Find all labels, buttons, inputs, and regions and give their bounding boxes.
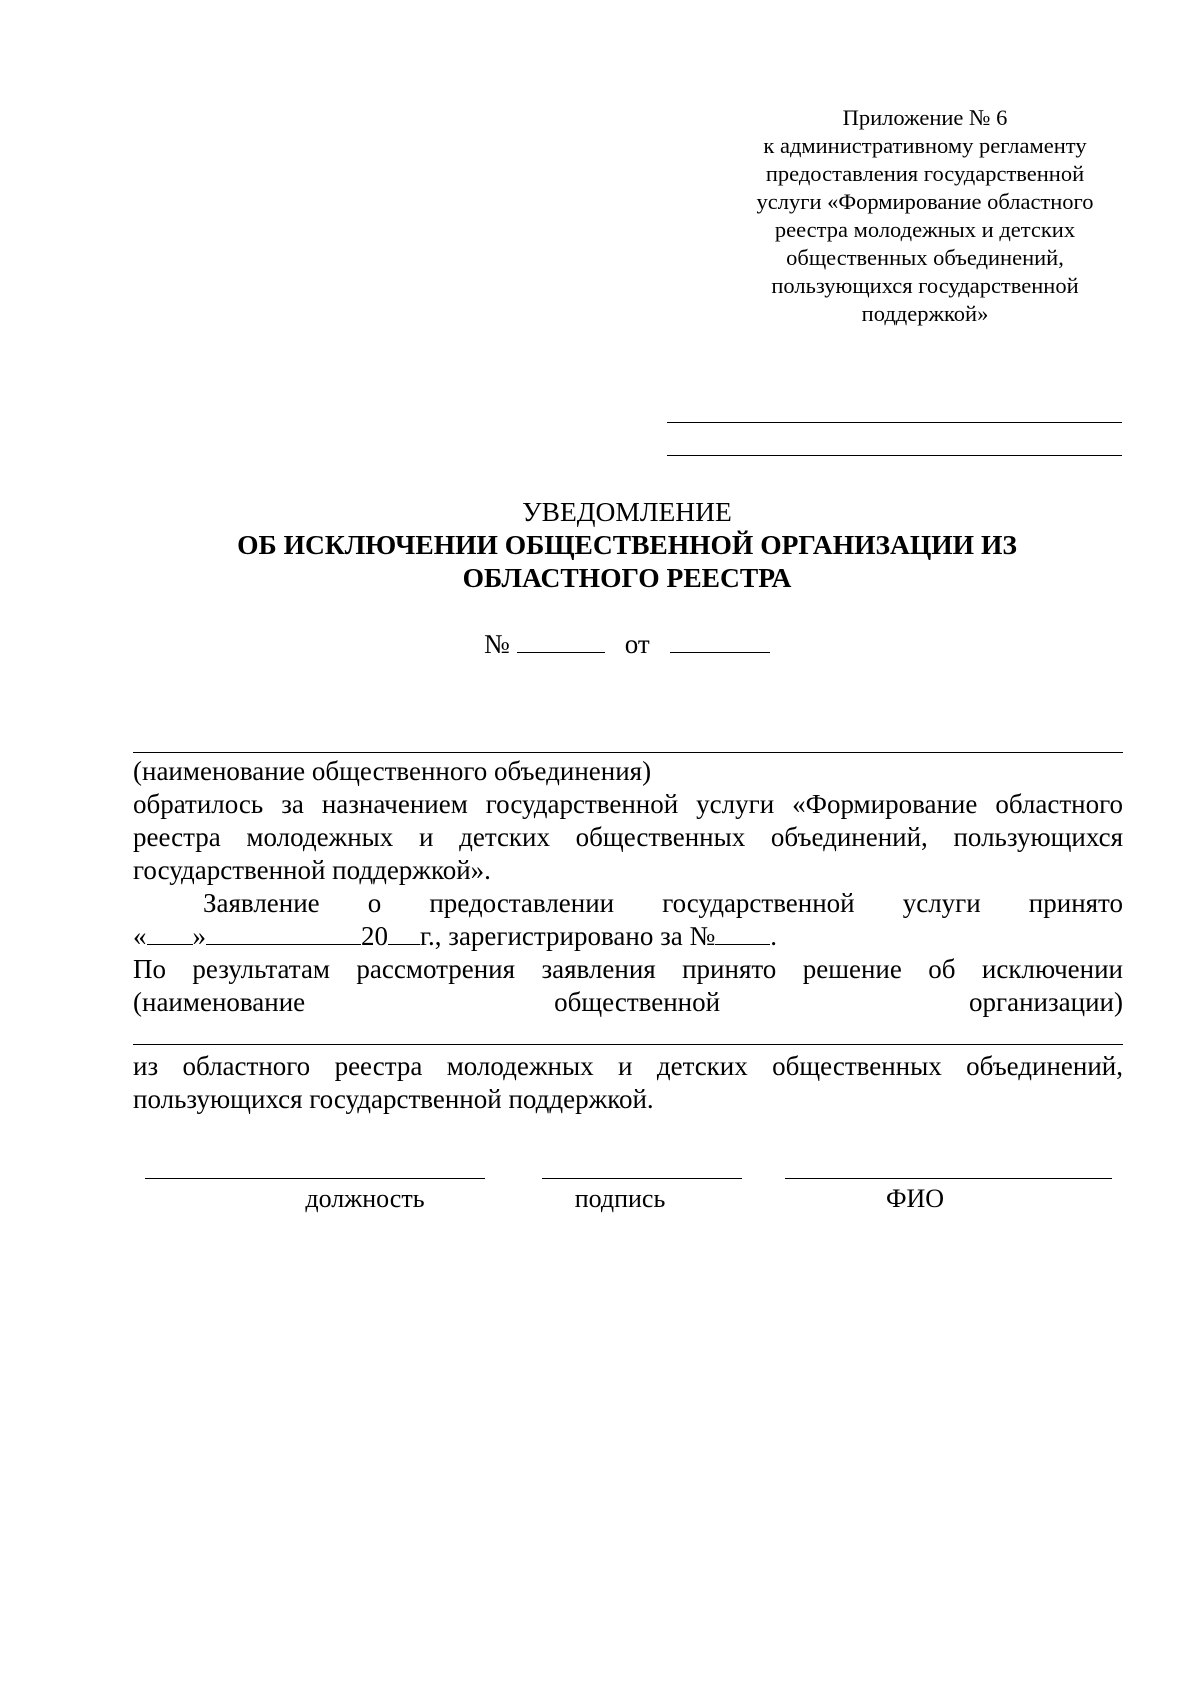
addressee-line-1 (667, 422, 1122, 423)
addressee-line-2 (667, 455, 1122, 456)
quote-close: » (192, 921, 206, 951)
line-end: . (770, 921, 777, 951)
appendix-line: поддержкой» (861, 301, 989, 326)
paragraph-2-line-2 (133, 920, 1123, 953)
appendix-block (728, 104, 1122, 328)
organization-name-line-2 (133, 1044, 1123, 1045)
organization-caption: (наименование общественного объединения) (133, 756, 652, 786)
date-label: от (624, 629, 650, 659)
appendix-line: к административному регламенту (763, 133, 1087, 158)
position-label: должность (305, 1184, 425, 1213)
quote-open: « (133, 921, 147, 951)
name-label: ФИО (885, 1184, 945, 1213)
month-blank (206, 943, 361, 945)
paragraph-2-line-1: Заявление о предоставлении государственной услуги принято (203, 888, 1123, 918)
day-blank (147, 943, 193, 945)
appendix-line: Приложение № 6 (842, 105, 1008, 130)
heading-subtitle-line-1: ОБ ИСКЛЮЧЕНИИ ОБЩЕСТВЕННОЙ ОРГАНИЗАЦИИ ИЗ (237, 529, 1017, 560)
paragraph-3-line-1: По результатам рассмотрения заявления принято решение об исключении (133, 954, 1123, 984)
number-date-line (130, 627, 1124, 661)
position-line (145, 1178, 485, 1179)
year-prefix: 20 (361, 921, 388, 951)
appendix-line: общественных объединений, (786, 245, 1064, 270)
number-blank (517, 651, 605, 653)
paragraph-4: из областного реестра молодежных и детских общественных объединений, пользующихся государственной поддержкой. (133, 1051, 1123, 1114)
appendix-line: услуги «Формирование областного (756, 189, 1094, 214)
organization-name-line (133, 752, 1123, 753)
number-label: № (484, 629, 510, 659)
document-heading (130, 495, 1124, 594)
appendix-line: реестра молодежных и детских (774, 217, 1076, 242)
paragraph-1: обратилось за назначением государственной услуги «Формирование областного реестра молодежных и детских общественных объединений, пользующихся государственной поддержкой». (133, 789, 1123, 885)
appendix-line: пользующихся государственной (771, 273, 1079, 298)
year-blank (388, 943, 420, 945)
heading-subtitle-line-2: ОБЛАСТНОГО РЕЕСТРА (462, 562, 792, 593)
date-blank (670, 651, 770, 653)
paragraph-3-line-2: (наименование общественной организации) (133, 987, 1123, 1017)
heading-title: УВЕДОМЛЕНИЕ (522, 496, 732, 527)
signature-label: подпись (574, 1184, 666, 1213)
signature-line (542, 1178, 742, 1179)
name-line (785, 1178, 1112, 1179)
appendix-line: предоставления государственной (765, 161, 1085, 186)
registered-text: г., зарегистрировано за № (420, 921, 716, 951)
registration-number-blank (715, 943, 770, 945)
